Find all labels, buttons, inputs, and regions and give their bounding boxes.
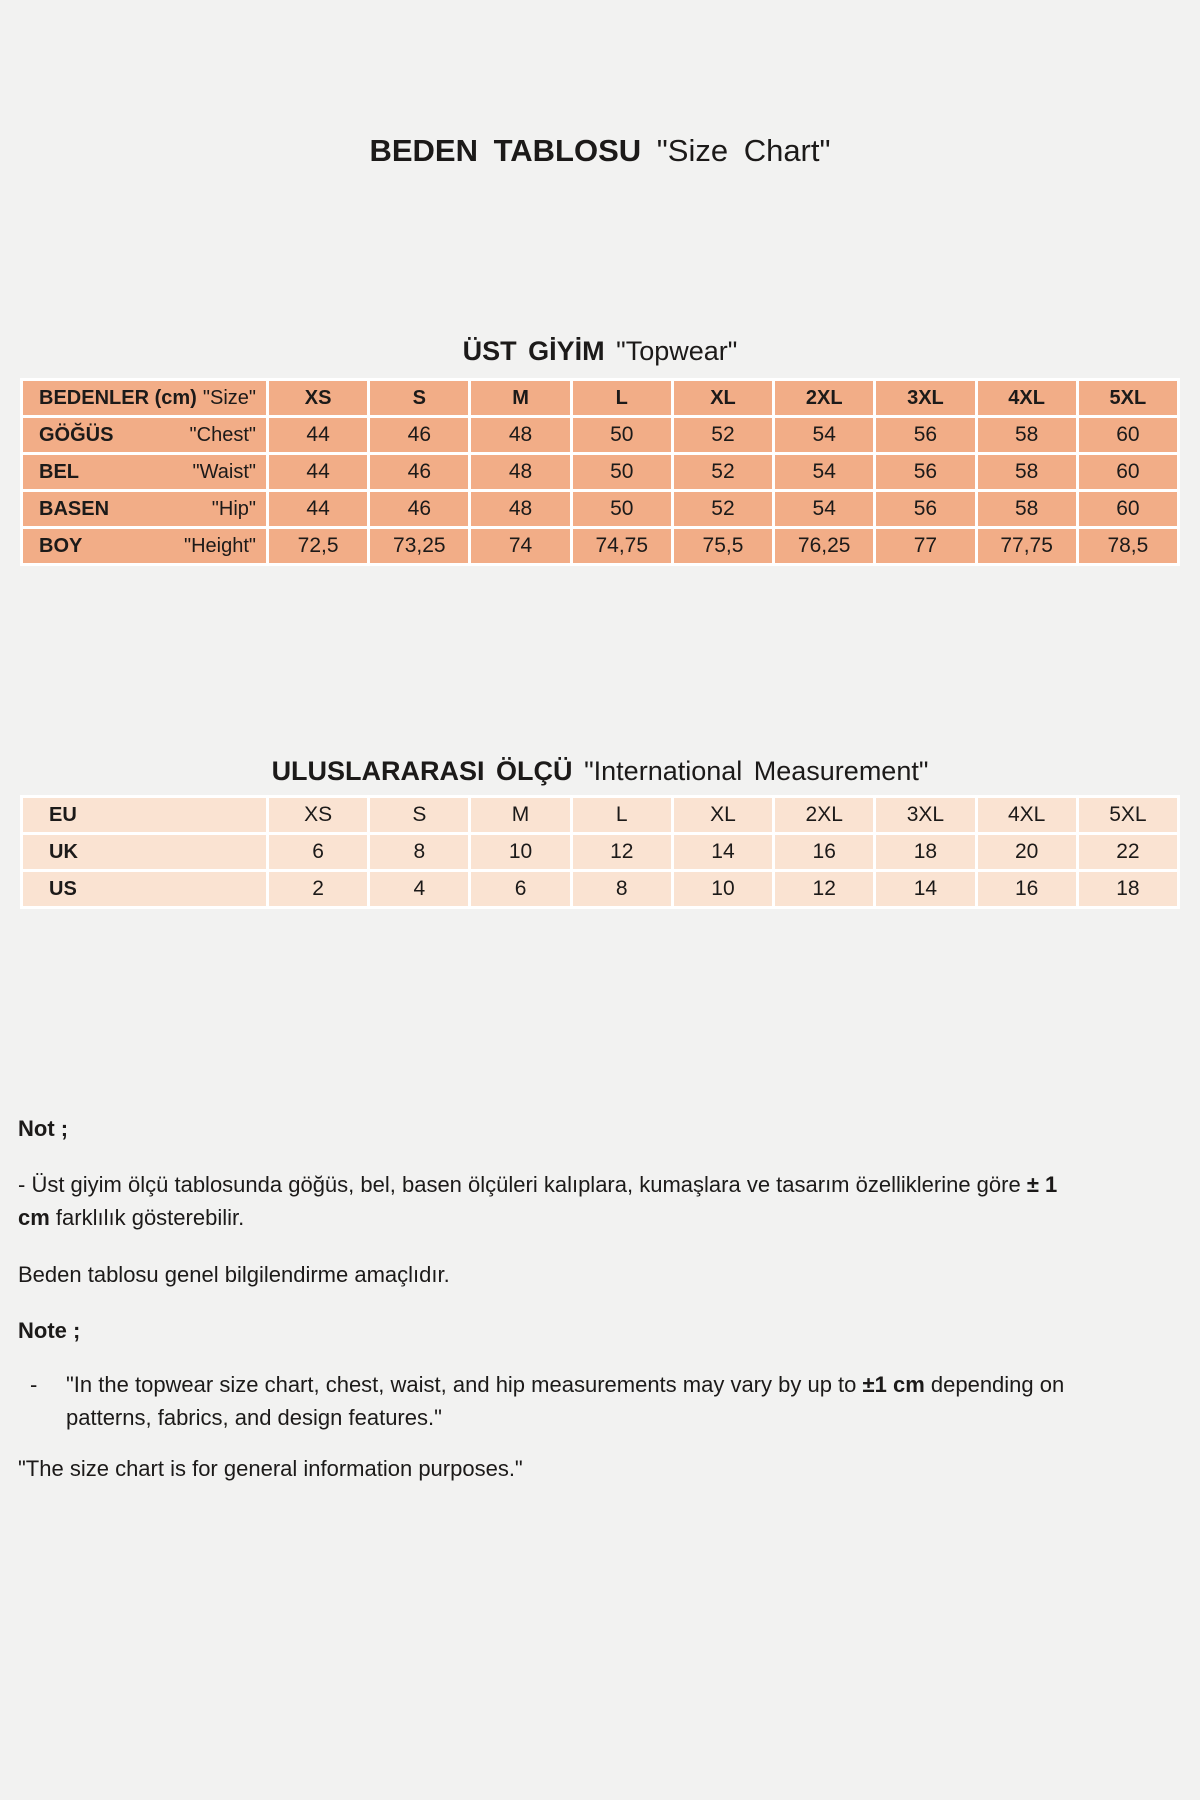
international-heading-english: "International Measurement": [584, 756, 929, 786]
region-label-cell: [22, 834, 268, 871]
value-cell: 54: [774, 454, 875, 491]
value-cell: 22: [1077, 834, 1178, 871]
topwear-heading-english: "Topwear": [616, 336, 738, 366]
value-cell: 58: [976, 417, 1077, 454]
row-label-english: "Waist": [192, 460, 256, 483]
row-label-cell: [22, 491, 268, 528]
international-size-table: [20, 795, 1180, 909]
value-cell: 54: [774, 417, 875, 454]
topwear-header-row: [22, 380, 1179, 417]
row-label-cell: [22, 454, 268, 491]
size-header-cell: 2XL: [774, 380, 875, 417]
size-header-cell: 5XL: [1077, 380, 1178, 417]
height-row: [22, 528, 1179, 565]
size-header-cell: 4XL: [976, 380, 1077, 417]
value-cell: 77,75: [976, 528, 1077, 565]
row-label-turkish: BEL: [39, 460, 79, 483]
topwear-size-table: [20, 378, 1180, 566]
row-label-english: "Height": [183, 534, 256, 557]
value-cell: 12: [774, 871, 875, 908]
value-cell: 18: [875, 834, 976, 871]
value-cell: 48: [470, 491, 571, 528]
value-cell: 60: [1077, 454, 1178, 491]
value-cell: 44: [268, 454, 369, 491]
us-row: [22, 871, 1179, 908]
value-cell: 2XL: [774, 797, 875, 834]
size-header-cell: S: [369, 380, 470, 417]
value-cell: 3XL: [875, 797, 976, 834]
value-cell: 16: [774, 834, 875, 871]
value-cell: 78,5: [1077, 528, 1178, 565]
value-cell: 50: [571, 491, 672, 528]
region-label-cell: [22, 797, 268, 834]
value-cell: 72,5: [268, 528, 369, 565]
note-tr-line2: cm farklılık gösterebilir.: [18, 1205, 245, 1230]
region-label: UK: [49, 840, 78, 863]
value-cell: 46: [369, 417, 470, 454]
value-cell: 5XL: [1077, 797, 1178, 834]
value-cell: 46: [369, 454, 470, 491]
value-cell: 16: [976, 871, 1077, 908]
value-cell: 46: [369, 491, 470, 528]
note-en-heading: Note ;: [18, 1318, 81, 1343]
value-cell: XS: [268, 797, 369, 834]
page-title: [0, 133, 1200, 169]
page-title-english: "Size Chart": [656, 133, 831, 168]
bullet-dash: -: [30, 1372, 38, 1397]
value-cell: 74: [470, 528, 571, 565]
value-cell: 56: [875, 454, 976, 491]
value-cell: 52: [672, 417, 773, 454]
value-cell: 14: [875, 871, 976, 908]
row-label-turkish: GÖĞÜS: [39, 423, 114, 446]
value-cell: 58: [976, 454, 1077, 491]
uk-row: [22, 834, 1179, 871]
value-cell: 10: [470, 834, 571, 871]
value-cell: 60: [1077, 417, 1178, 454]
note-tr-heading: Not ;: [18, 1116, 69, 1141]
international-heading-turkish: ULUSLARARASI ÖLÇÜ: [271, 756, 573, 786]
value-cell: 6: [268, 834, 369, 871]
row-label-cell: [22, 528, 268, 565]
row-label-english: "Chest": [189, 423, 256, 446]
note-en-text: [66, 1368, 1064, 1434]
value-cell: 56: [875, 491, 976, 528]
region-label-cell: [22, 871, 268, 908]
value-cell: 48: [470, 417, 571, 454]
hip-row: [22, 491, 1179, 528]
value-cell: 18: [1077, 871, 1178, 908]
value-cell: 52: [672, 491, 773, 528]
note-en-line1: "In the topwear size chart, chest, waist, and hip measurements may vary by up to ±1 cm depending on: [66, 1372, 1065, 1397]
value-cell: 76,25: [774, 528, 875, 565]
value-cell: 60: [1077, 491, 1178, 528]
topwear-section-heading: [0, 336, 1200, 367]
value-cell: 44: [268, 491, 369, 528]
size-header-cell: 3XL: [875, 380, 976, 417]
note-tr-bullet: [18, 1168, 1182, 1234]
waist-row: [22, 454, 1179, 491]
header-label-english: "Size": [202, 386, 256, 409]
header-label-turkish: BEDENLER (cm): [39, 386, 197, 409]
row-label-turkish: BOY: [39, 534, 83, 557]
value-cell: 44: [268, 417, 369, 454]
header-label-cell: [22, 380, 268, 417]
size-header-cell: XL: [672, 380, 773, 417]
value-cell: L: [571, 797, 672, 834]
value-cell: 2: [268, 871, 369, 908]
value-cell: 50: [571, 454, 672, 491]
eu-row: [22, 797, 1179, 834]
size-header-cell: XS: [268, 380, 369, 417]
size-header-cell: L: [571, 380, 672, 417]
value-cell: 10: [672, 871, 773, 908]
note-en-bullet: [18, 1368, 1182, 1434]
value-cell: M: [470, 797, 571, 834]
note-tr-line1: - Üst giyim ölçü tablosunda göğüs, bel, basen ölçüleri kalıplara, kumaşlara ve tasarım özelliklerine göre ± 1: [18, 1172, 1058, 1197]
region-label: EU: [49, 803, 77, 826]
row-label-cell: [22, 417, 268, 454]
value-cell: 4: [369, 871, 470, 908]
value-cell: 8: [571, 871, 672, 908]
value-cell: 20: [976, 834, 1077, 871]
international-section-heading: [0, 756, 1200, 787]
chest-row: [22, 417, 1179, 454]
value-cell: 56: [875, 417, 976, 454]
value-cell: 14: [672, 834, 773, 871]
value-cell: 12: [571, 834, 672, 871]
region-label: US: [49, 877, 77, 900]
value-cell: 77: [875, 528, 976, 565]
value-cell: 54: [774, 491, 875, 528]
row-label-turkish: BASEN: [39, 497, 110, 520]
note-en-line2: patterns, fabrics, and design features.": [66, 1405, 442, 1430]
value-cell: 74,75: [571, 528, 672, 565]
topwear-heading-turkish: ÜST GİYİM: [462, 336, 605, 366]
size-header-cell: M: [470, 380, 571, 417]
value-cell: 73,25: [369, 528, 470, 565]
value-cell: 75,5: [672, 528, 773, 565]
value-cell: S: [369, 797, 470, 834]
page-title-turkish: BEDEN TABLOSU: [369, 133, 642, 168]
row-label-english: "Hip": [211, 497, 256, 520]
value-cell: 58: [976, 491, 1077, 528]
value-cell: 48: [470, 454, 571, 491]
value-cell: XL: [672, 797, 773, 834]
value-cell: 6: [470, 871, 571, 908]
value-cell: 8: [369, 834, 470, 871]
note-tr-general: Beden tablosu genel bilgilendirme amaçlıdır.: [18, 1262, 450, 1287]
note-en-general: "The size chart is for general information purposes.": [18, 1456, 523, 1481]
value-cell: 52: [672, 454, 773, 491]
value-cell: 50: [571, 417, 672, 454]
value-cell: 4XL: [976, 797, 1077, 834]
